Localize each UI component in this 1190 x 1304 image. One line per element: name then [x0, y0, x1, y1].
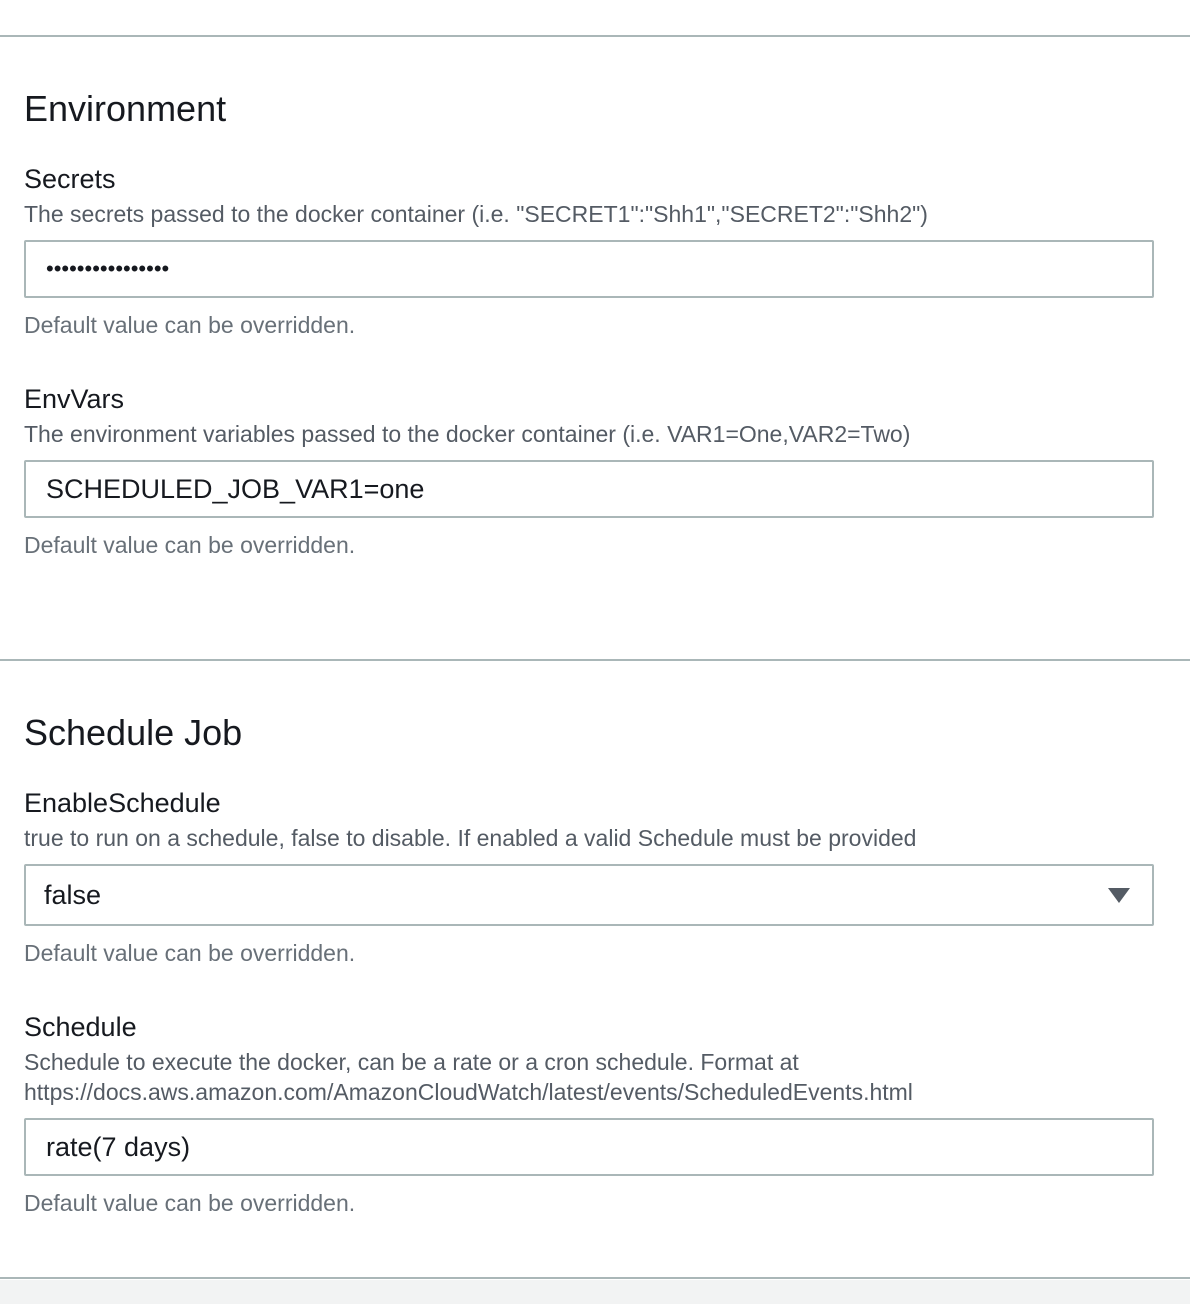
section-divider — [0, 659, 1190, 661]
caret-down-icon — [1108, 888, 1130, 903]
secrets-hint: Default value can be overridden. — [24, 312, 356, 338]
enable-schedule-hint: Default value can be overridden. — [24, 940, 356, 966]
secrets-label: Secrets — [24, 164, 116, 194]
schedule-hint: Default value can be overridden. — [24, 1190, 356, 1216]
schedule-input[interactable]: rate(7 days) — [24, 1118, 1154, 1176]
enable-schedule-description: true to run on a schedule, false to disable. If enabled a valid Schedule must be provided — [24, 825, 917, 851]
top-divider — [0, 35, 1190, 37]
envvars-input[interactable]: SCHEDULED_JOB_VAR1=one — [24, 460, 1154, 518]
secrets-description: The secrets passed to the docker container (i.e. "SECRET1":"Shh1","SECRET2":"Shh2") — [24, 201, 928, 227]
schedule-job-section-title: Schedule Job — [24, 712, 243, 753]
envvars-description: The environment variables passed to the docker container (i.e. VAR1=One,VAR2=Two) — [24, 421, 911, 447]
bottom-divider — [0, 1277, 1190, 1279]
secrets-input[interactable]: •••••••••••••••• — [24, 240, 1154, 298]
footer-bar — [0, 1280, 1190, 1304]
schedule-description-line1: Schedule to execute the docker, can be a rate or a cron schedule. Format at — [24, 1049, 799, 1075]
enable-schedule-select[interactable] — [24, 864, 1154, 926]
schedule-description-line2: https://docs.aws.amazon.com/AmazonCloudWatch/latest/events/ScheduledEvents.html — [24, 1079, 913, 1105]
enable-schedule-selected-value: false — [44, 880, 102, 910]
envvars-label: EnvVars — [24, 384, 125, 414]
environment-section-title: Environment — [24, 88, 227, 129]
enable-schedule-label: EnableSchedule — [24, 788, 221, 818]
schedule-label: Schedule — [24, 1012, 137, 1042]
envvars-hint: Default value can be overridden. — [24, 532, 356, 558]
